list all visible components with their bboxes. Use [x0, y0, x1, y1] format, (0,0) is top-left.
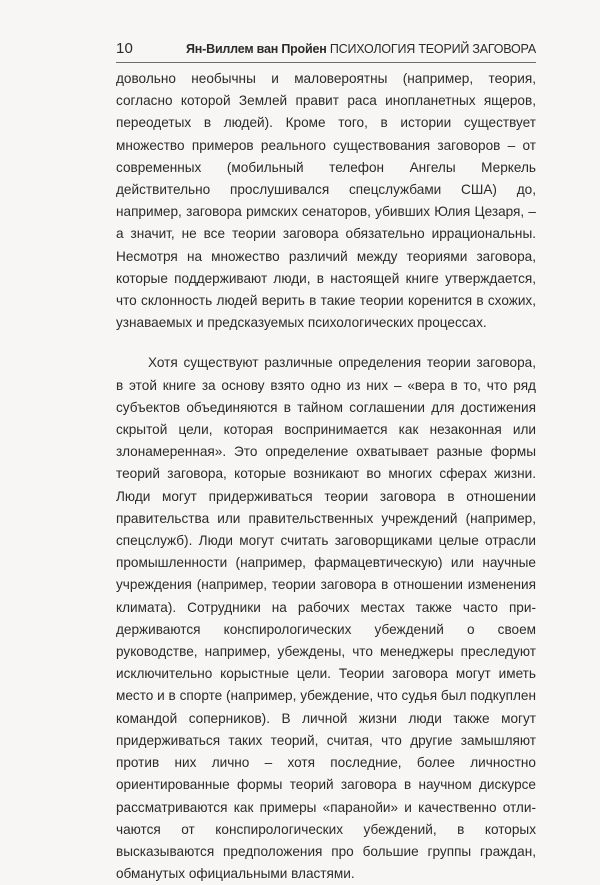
page-number: 10	[116, 40, 134, 57]
running-head-title: ПСИХОЛОГИЯ ТЕОРИЙ ЗАГОВОРА	[329, 42, 536, 56]
paragraph-definition: Хотя существуют различные определения теории заговора, в этой книге за основу взято одно из них – «вера в то, что ряд субъектов объединяются в тайном соглашении для достижения скрытой цели, которая воспринимается как незаконная или злонамеренная». Это определение охватывает разные формы теорий заговора, которые возникают во многих сферах жизни. Люди могут придерживаться теории заговора в отношении правительства или правительственных учреждений (например, спецслужб). Люди могут считать заговорщиками целые отрасли промышленности (например, фармацевтическую) или научные учреждения (например, теории заговора в отношении изменения климата). Сотрудники на рабочих местах также часто придерживаются конспирологических убеждений о своем руководстве, например, убеждены, что менеджеры преследуют исключительно корыстные цели. Теории заговора могут иметь место и в спорте (например, убеждение, что судья был подкуплен командой соперников). В личной жизни люди также могут придерживаться таких теорий, считая, что другие замышляют против них лично – хотя последние, более личностно ориентированные формы теорий заговора в научном дискурсе рассматриваются как примеры «паранойи» и качественно отличаются от конспирологических убеждений, в которых высказываются предположения про большие группы граждан, обманутых официальными властями.	[116, 355, 536, 882]
running-head	[186, 42, 536, 56]
paragraph-continued: довольно необычны и маловероятны (например, теория, согласно которой Землей правит раса инопланетных ящеров, переодетых в людей). Кроме того, в истории существует множество примеров реального существования заговоров – от современных (мобильный телефон Ангелы Меркель действительно прослушивался спецслужбами США) до, например, заговора римских сенаторов, убивших Юлия Цезаря, – а значит, не все теории заговора обязательно иррациональны. Несмотря на множество различий между теориями заговора, которые поддерживают люди, в настоящей книге утверждается, что склонность людей верить в такие теории коренится в схожих, узнаваемых и предсказуемых психологических процессах.	[116, 71, 536, 331]
header-divider	[116, 62, 536, 63]
page-header	[116, 40, 536, 62]
body-text	[116, 68, 536, 885]
running-head-author: Ян-Виллем ван Пройен	[186, 42, 327, 56]
